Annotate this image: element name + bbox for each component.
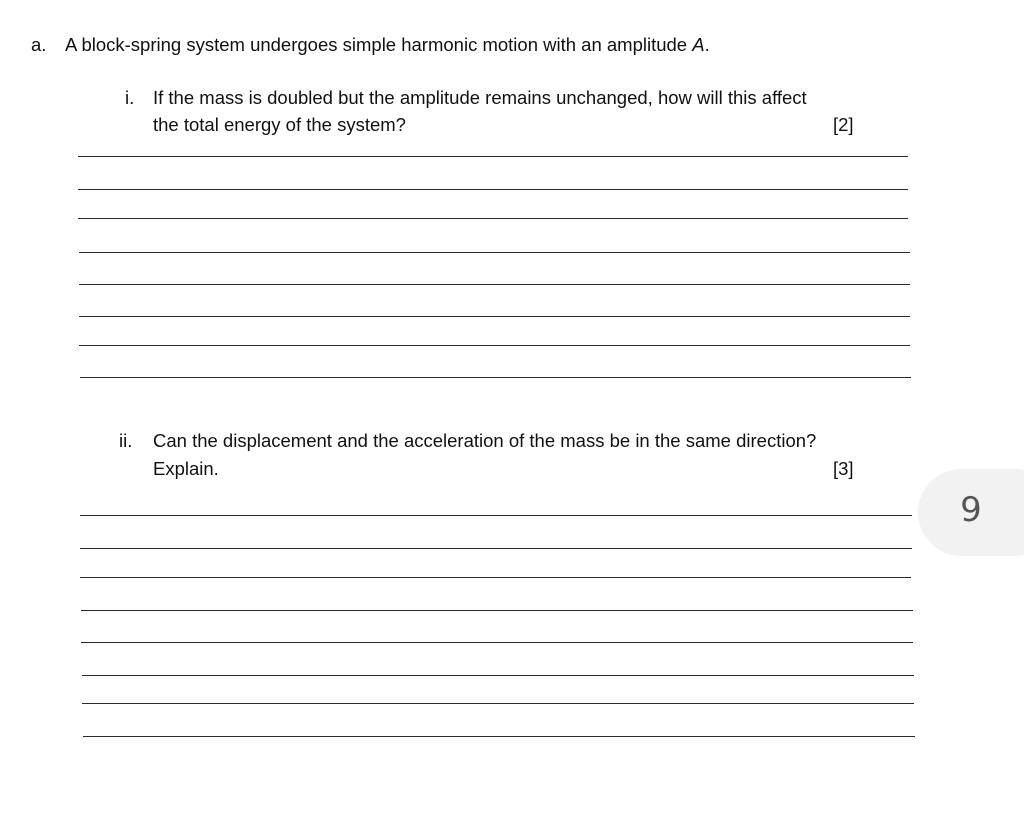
answer-line xyxy=(79,252,910,253)
answer-line xyxy=(80,515,912,516)
part-i-marks: [2] xyxy=(833,114,854,135)
answer-line xyxy=(79,284,910,285)
part-i-label: i. xyxy=(125,87,135,108)
answer-line xyxy=(82,703,914,704)
answer-line xyxy=(78,218,908,219)
answer-line xyxy=(79,345,910,346)
question-text xyxy=(65,34,710,56)
part-ii-line2: Explain. xyxy=(153,458,219,479)
part-ii-marks: [3] xyxy=(833,458,854,479)
part-ii-line1: Can the displacement and the acceleration of the mass be in the same direction? xyxy=(153,430,817,451)
answer-line xyxy=(78,189,908,190)
part-i-line1: If the mass is doubled but the amplitude remains unchanged, how will this affect xyxy=(153,87,807,108)
part-ii-label: ii. xyxy=(119,430,133,451)
amplitude-variable: A xyxy=(692,34,705,55)
question-text-main: A block-spring system undergoes simple harmonic motion with an amplitude xyxy=(65,34,693,55)
answer-line xyxy=(81,642,913,643)
answer-line xyxy=(80,377,911,378)
answer-line xyxy=(79,316,910,317)
answer-line xyxy=(83,736,915,737)
question-text-end: . xyxy=(704,34,710,55)
answer-line xyxy=(78,156,908,157)
question-label: a. xyxy=(31,34,47,55)
page-number: 9 xyxy=(960,490,982,530)
answer-line xyxy=(80,577,911,578)
answer-line xyxy=(82,675,914,676)
answer-line xyxy=(81,610,913,611)
answer-line xyxy=(80,548,912,549)
part-i-line2: the total energy of the system? xyxy=(153,114,406,135)
